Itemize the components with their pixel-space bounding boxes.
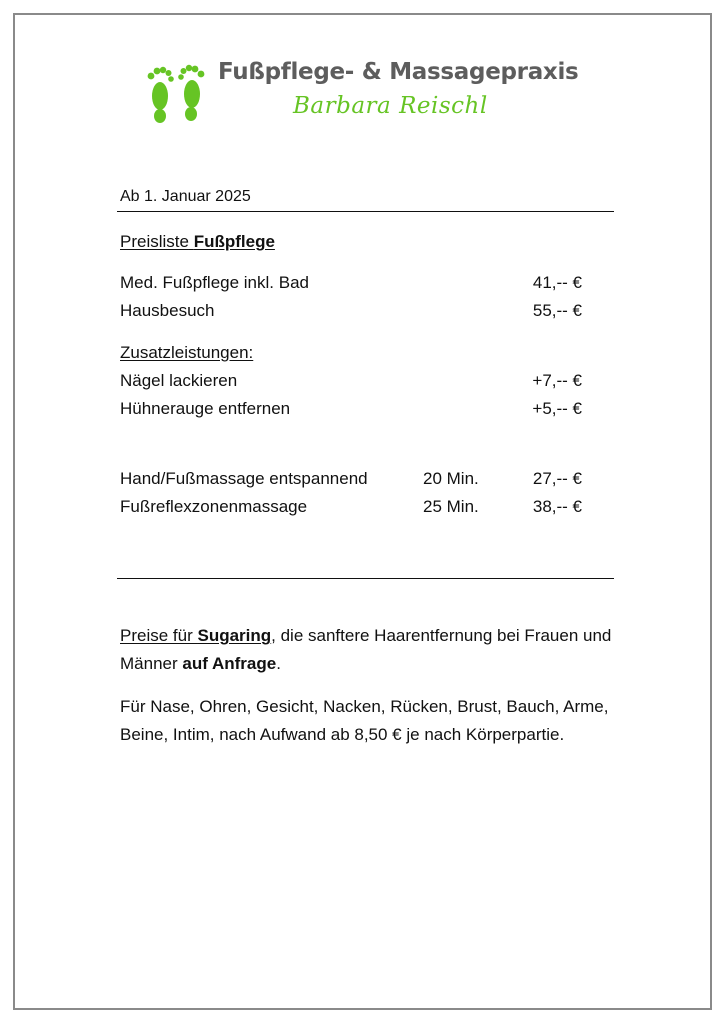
sugaring-details: Für Nase, Ohren, Gesicht, Nacken, Rücken, Brust, Bauch, Arme, Beine, Intim, nach Aufwand ab 8,50 € je nach Körperpartie. — [120, 697, 609, 744]
sugaring-intro-prefix: Preise für — [120, 626, 198, 645]
pricelist-heading-bold: Fußpflege — [193, 232, 275, 251]
massage-price: 27,-- € — [532, 469, 582, 488]
page-border — [13, 13, 712, 1010]
massage-label: Hand/Fußmassage entspannend — [120, 469, 368, 488]
extra-price: +7,-- € — [532, 371, 582, 390]
sugaring-intro — [120, 622, 620, 678]
item-label: Hausbesuch — [120, 301, 215, 320]
item-label: Med. Fußpflege inkl. Bad — [120, 273, 309, 292]
effective-date: Ab 1. Januar 2025 — [120, 188, 251, 205]
pricelist-heading-prefix: Preisliste — [120, 232, 189, 251]
extra-label: Hühnerauge entfernen — [120, 399, 291, 418]
footprints-icon — [145, 56, 207, 124]
massage-label: Fußreflexzonenmassage — [120, 497, 308, 516]
extra-price: +5,-- € — [532, 399, 582, 418]
sugaring-intro-end: . — [276, 654, 281, 673]
massage-price: 38,-- € — [532, 497, 582, 516]
logo-subtitle: Barbara Reischl — [293, 93, 488, 119]
item-price: 41,-- € — [532, 273, 582, 292]
massage-duration: 20 Min. — [423, 469, 479, 488]
divider-top — [117, 211, 614, 212]
pricelist-heading — [120, 232, 275, 252]
extra-label: Nägel lackieren — [120, 371, 238, 390]
sugaring-intro-text: , die sanftere Haarentfernung bei Frauen und Männer — [120, 626, 612, 673]
sugaring-keyword: Sugaring — [197, 626, 272, 645]
logo-title: Fußpflege- & Massagepraxis — [218, 59, 579, 85]
massage-duration: 25 Min. — [423, 497, 479, 516]
extras-heading: Zusatzleistungen: — [120, 343, 254, 362]
divider-bottom — [117, 578, 614, 579]
item-price: 55,-- € — [532, 301, 582, 320]
sugaring-on-request: auf Anfrage — [182, 654, 277, 673]
